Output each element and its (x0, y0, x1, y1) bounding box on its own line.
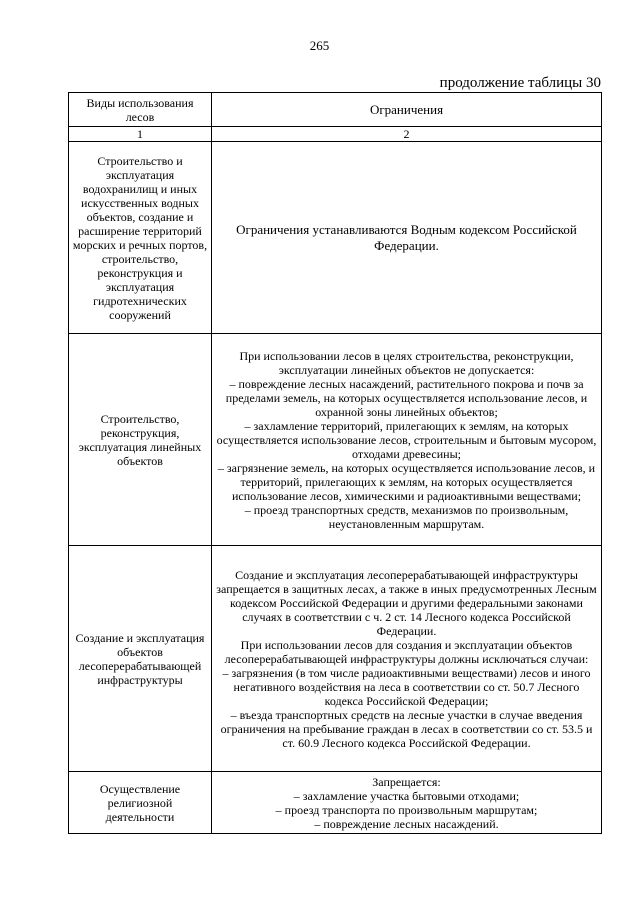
restriction-line: – проезд транспорта по произвольным маршрутам; (275, 802, 538, 817)
restrictions-cell (212, 334, 602, 546)
restriction-line: – повреждение лесных насаждений. (314, 816, 499, 831)
forest-use-type-cell: Создание и эксплуатация объектов лесоперерабатывающей инфраструктуры (69, 546, 212, 772)
table-row (69, 546, 602, 772)
column-number: 1 (69, 127, 212, 142)
header-restrictions: Ограничения (212, 93, 602, 127)
forest-use-type-cell: Строительство, реконструкция, эксплуатация линейных объектов (69, 334, 212, 546)
restriction-line: – повреждение лесных насаждений, растительного покрова и почв за пределами земель, на которых осуществляется использование лесов, и охранной зоны линейных объектов; (225, 376, 588, 419)
restriction-line: – захламление территорий, прилегающих к землям, на которых осуществляется использование лесов, строительным и бытовым мусором, отходами древесины; (216, 418, 597, 461)
restriction-line: – загрязнения (в том числе радиоактивными веществами) лесов и иного негативного воздействия на леса в соответствии со ст. 50.7 Лесного кодекса Российской Федерации; (222, 665, 591, 708)
restrictions-cell (212, 546, 602, 772)
forest-use-type-cell: Осуществление религиозной деятельности (69, 772, 212, 834)
restriction-line: При использовании лесов для создания и эксплуатации объектов лесоперерабатывающей инфраструктуры должны исключаться случаи: (224, 637, 589, 666)
restriction-line: Запрещается: (372, 774, 441, 789)
table-header-row (69, 93, 602, 127)
table-row (69, 334, 602, 546)
column-number-row (69, 127, 602, 142)
restriction-line: – загрязнение земель, на которых осуществляется использование лесов, и территорий, прилегающих к землям, на которых осуществляется использование лесов, химическими и радиоактивными веществами; (217, 460, 596, 503)
header-forest-use-types: Виды использования лесов (69, 93, 212, 127)
restriction-line: Ограничения устанавливаются Водным кодексом Российской Федерации. (236, 221, 577, 253)
page-number: 265 (309, 38, 330, 53)
restriction-line: – проезд транспортных средств, механизмов по произвольным, неустановленным маршрутам. (244, 502, 569, 531)
restriction-line: – въезда транспортных средств на лесные участки в случае введения ограничения на пребывание граждан в лесах в соответствии со ст. 53.5 и ст. 60.9 Лесного кодекса Российской Федерации. (220, 707, 593, 750)
table-continuation-label: продолжение таблицы 30 (439, 75, 601, 91)
table-row (69, 142, 602, 334)
column-number: 2 (212, 127, 602, 142)
forest-use-type-cell: Строительство и эксплуатация водохранилищ и иных искусственных водных объектов, создание и расширение территорий морских и речных портов, строительство, реконструкция и эксплуатация гидротехнических сооружений (69, 142, 212, 334)
restriction-line: Создание и эксплуатация лесоперерабатывающей инфраструктуры запрещается в защитных лесах, а также в иных предусмотренных Лесным кодексом Российской Федерации и другими федеральными законами случаях в соответствии с ч. 2 ст. 14 Лесного кодекса Российской Федерации. (216, 567, 597, 638)
restriction-line: При использовании лесов в целях строительства, реконструкции, эксплуатации линейных объектов не допускается: (239, 348, 574, 377)
table-row (69, 772, 602, 834)
restriction-line: – захламление участка бытовыми отходами; (293, 788, 520, 803)
restrictions-table (68, 92, 602, 834)
restrictions-cell (212, 142, 602, 334)
restrictions-cell (212, 772, 602, 834)
